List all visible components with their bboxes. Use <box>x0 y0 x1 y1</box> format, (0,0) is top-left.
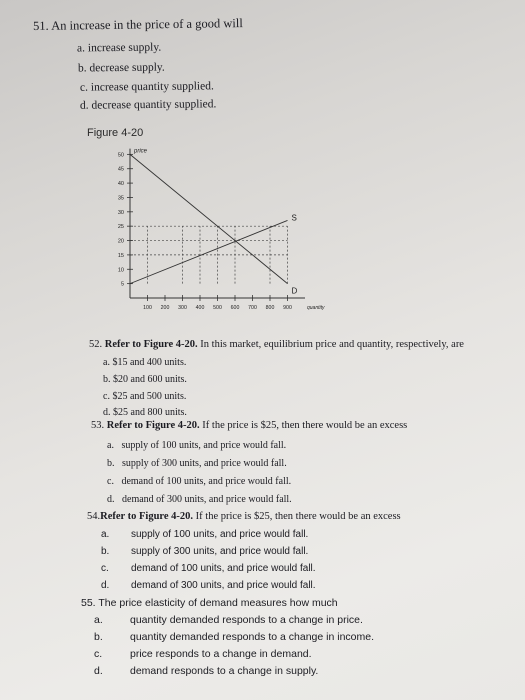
x-tick-label-500: 500 <box>213 305 222 311</box>
figure-title: Figure 4-20 <box>87 127 144 139</box>
y-axis-label: price <box>134 148 148 155</box>
y-tick-label-45: 45 <box>117 166 124 173</box>
question-55: 55. The price elasticity of demand measures how much <box>81 597 338 609</box>
q52-option-d: d. $25 and 800 units. <box>103 407 187 418</box>
x-tick-label-200: 200 <box>160 305 170 311</box>
y-tick-label-10: 10 <box>117 267 124 274</box>
x-tick-label-700: 700 <box>248 305 257 311</box>
q55-option-c: c. price responds to a change in demand. <box>94 648 312 660</box>
y-tick-label-25: 25 <box>117 224 124 231</box>
q53-option-c: c. demand of 100 units, and price would fall. <box>107 476 292 487</box>
question-stem: In this market, equilibrium price and quantity, respectively, are <box>197 339 464 350</box>
y-tick-label-40: 40 <box>117 181 124 188</box>
q51-option-a: a. increase supply. <box>76 41 162 55</box>
question-stem: An increase in the price of a good will <box>51 16 243 33</box>
question-stem: The price elasticity of demand measures how much <box>98 597 338 609</box>
y-tick-label-20: 20 <box>117 238 124 245</box>
y-tick-label-35: 35 <box>117 195 124 202</box>
question-stem: If the price is $25, then there would be an excess <box>199 420 408 431</box>
q54-option-a: a. supply of 100 units, and price would fall. <box>101 529 309 540</box>
supply-demand-chart <box>85 140 325 320</box>
q54-option-c: c. demand of 100 units, and price would fall. <box>101 563 316 574</box>
question-53: 53. Refer to Figure 4-20. If the price is $25, then there would be an excess <box>91 420 408 431</box>
figure-reference: Refer to Figure 4-20. <box>100 511 194 522</box>
question-number: 51. <box>33 18 49 33</box>
series-label-d: D <box>291 286 298 296</box>
q54-option-d: d. demand of 300 units, and price would fall. <box>101 580 316 591</box>
q54-option-b: b. supply of 300 units, and price would fall. <box>101 546 309 557</box>
q51-option-d: d. decrease quantity supplied. <box>79 98 217 112</box>
x-tick-label-600: 600 <box>230 305 240 311</box>
y-tick-label-50: 50 <box>117 152 124 159</box>
q52-option-a: a. $15 and 400 units. <box>103 357 187 368</box>
q53-option-a: a. supply of 100 units, and price would fall. <box>107 440 287 451</box>
q52-option-b: b. $20 and 600 units. <box>103 374 187 385</box>
figure-reference: Refer to Figure 4-20. <box>106 420 200 431</box>
question-54: 54.Refer to Figure 4-20. If the price is $25, then there would be an excess <box>87 511 401 522</box>
q52-option-c: c. $25 and 500 units. <box>103 391 187 402</box>
y-tick-label-5: 5 <box>120 281 124 288</box>
x-tick-label-100: 100 <box>143 305 152 311</box>
q53-option-b: b. supply of 300 units, and price would fall. <box>107 458 287 469</box>
q51-option-c: c. increase quantity supplied. <box>79 80 214 94</box>
x-tick-label-900: 900 <box>283 305 292 311</box>
question-51 <box>33 16 243 34</box>
x-tick-label-400: 400 <box>195 305 205 311</box>
x-tick-label-300: 300 <box>178 305 187 311</box>
series-label-s: S <box>291 213 297 223</box>
y-tick-label-30: 30 <box>117 209 124 216</box>
y-tick-label-15: 15 <box>117 252 124 259</box>
x-axis-label: quantity <box>307 305 325 311</box>
q53-option-d: d. demand of 300 units, and price would fall. <box>107 494 292 505</box>
q55-option-b: b. quantity demanded responds to a change in income. <box>94 631 374 643</box>
q51-option-b: b. decrease supply. <box>77 61 165 75</box>
x-tick-label-800: 800 <box>265 305 275 311</box>
question-stem: If the price is $25, then there would be an excess <box>193 511 401 522</box>
series-line-d <box>130 154 288 283</box>
series-line-s <box>130 220 288 283</box>
q55-option-a: a. quantity demanded responds to a change in price. <box>94 614 363 626</box>
question-52: 52. Refer to Figure 4-20. In this market, equilibrium price and quantity, respectively, are <box>89 339 464 350</box>
q55-option-d: d. demand responds to a change in supply. <box>94 665 319 677</box>
figure-reference: Refer to Figure 4-20. <box>104 339 198 350</box>
